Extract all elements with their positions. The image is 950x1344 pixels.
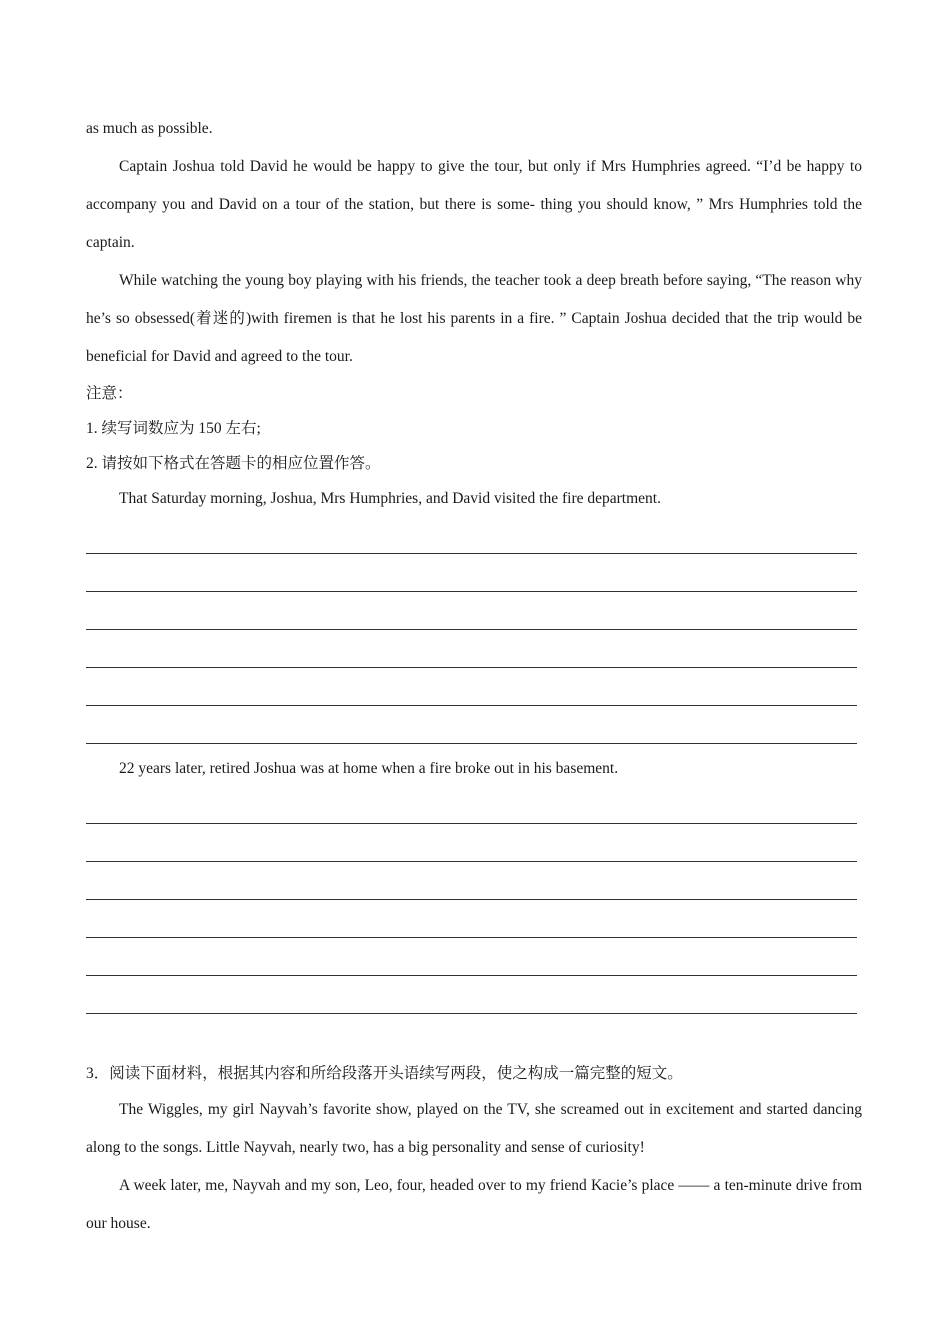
document-page <box>86 110 862 1243</box>
notes-item-2: 2. 请按如下格式在答题卡的相应位置作答。 <box>86 455 381 472</box>
answer-line[interactable] <box>86 668 857 706</box>
notes-heading: 注意： <box>86 385 133 402</box>
spacer <box>86 744 862 751</box>
notes-item-1: 1. 续写词数应为 150 左右; <box>86 420 261 437</box>
answer-line[interactable] <box>86 900 857 938</box>
passage-paragraph-1: Captain Joshua told David he would be happy to give the tour, but only if Mrs Humphries agreed. “I’d be happy to accompany you and David on a tour of the station, but there is some- thing you should know, ” Mrs Humphries told the captain. <box>86 158 862 251</box>
answer-line[interactable] <box>86 554 857 592</box>
question-3-paragraph-1: The Wiggles, my girl Nayvah’s favorite show, played on the TV, she screamed out in excitement and started dancing along to the songs. Little Nayvah, nearly two, has a big personality and sense of curiosity! <box>86 1101 862 1156</box>
passage-paragraph-2: While watching the young boy playing with his friends, the teacher took a deep breath before saying, “The reason why he’s so obsessed(着迷的)with firemen is that he lost his parents in a fire. ” Captain Joshua decided that the trip would be beneficial for David and agreed to the tour. <box>86 272 862 365</box>
paragraph-2-opening: 22 years later, retired Joshua was at home when a fire broke out in his basement. <box>119 760 619 777</box>
answer-line[interactable] <box>86 938 857 976</box>
answer-line[interactable] <box>86 976 857 1014</box>
answer-line[interactable] <box>86 516 857 554</box>
question-3-instruction: 3．阅读下面材料，根据其内容和所给段落开头语续写两段，使之构成一篇完整的短文。 <box>86 1065 683 1082</box>
answer-lines-2[interactable] <box>86 786 862 1014</box>
answer-lines-1[interactable] <box>86 516 862 744</box>
answer-line[interactable] <box>86 786 857 824</box>
passage-continuation: as much as possible. <box>86 120 213 137</box>
answer-line[interactable] <box>86 630 857 668</box>
answer-line[interactable] <box>86 592 857 630</box>
question-3 <box>86 1056 862 1243</box>
question-3-paragraph-2: A week later, me, Nayvah and my son, Leo, four, headed over to my friend Kacie’s place —— a ten-minute drive from our house. <box>86 1177 862 1232</box>
answer-line[interactable] <box>86 824 857 862</box>
answer-line[interactable] <box>86 706 857 744</box>
paragraph-1-opening: That Saturday morning, Joshua, Mrs Humphries, and David visited the fire department. <box>119 490 661 507</box>
answer-line[interactable] <box>86 862 857 900</box>
